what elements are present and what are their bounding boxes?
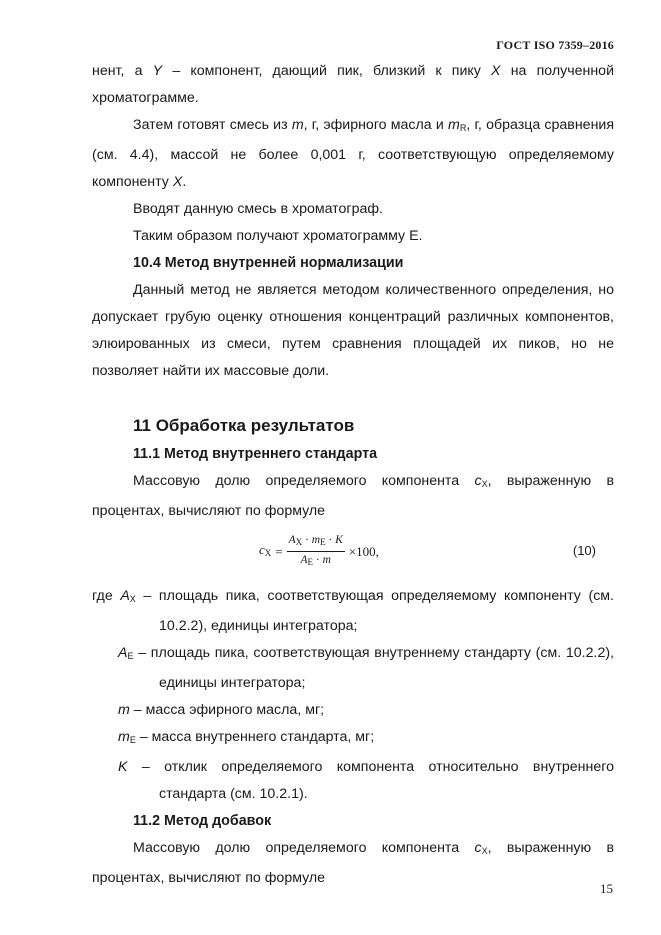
paragraph-continuation: нент, а Y – компонент, дающий пик, близкий к пику X на полученной хроматограмме.: [92, 63, 614, 106]
page-body: [92, 58, 614, 892]
definition-ae: $A_E$ – площадь пика, соответствующая внутреннему стандарту (см. 10.2.2), единицы интегратора;: [118, 645, 614, 691]
formula-fraction: [287, 533, 345, 570]
paragraph-addition-method: Массовую долю определяемого компонента $c_X$, выраженную в процентах, вычисляют по формуле: [92, 840, 614, 886]
definition-me: $m_E$ – масса внутреннего стандарта, мг;: [118, 729, 375, 745]
paragraph-chromatogram: Таким образом получают хроматограмму E.: [133, 228, 423, 244]
section-heading-11-1: 11.1 Метод внутреннего стандарта: [133, 446, 378, 462]
paragraph-mass-fraction: Массовую долю определяемого компонента $c_X$, выраженную в процентах, вычисляют по формуле: [92, 473, 614, 519]
formula-number: (10): [572, 543, 596, 558]
formula-numerator: $A_X \cdot m_E \cdot K$: [287, 533, 345, 552]
paragraph-normalization: Данный метод не является методом количественного определения, но допускает грубую оценку отношения концентраций различных компонентов, элюированных из смеси, путем сравнения площадей их пиков, но не позволяет найти их массовые доли.: [92, 282, 614, 379]
paragraph-mixture: Затем готовят смесь из m, г, эфирного масла и $m_R$, г, образца сравнения (см. 4.4), массой не более 0,001 г, соответствующую определяемому компоненту X.: [92, 117, 615, 190]
formula-denominator: $A_E \cdot m$: [300, 554, 331, 567]
formula-expression: $c_X$ = $\frac{A_X \cdot m_E \cdot K}{A_E \cdot m}$ ×100,: [259, 533, 379, 570]
running-header: ГОСТ ISO 7359–2016: [496, 38, 614, 52]
formula-10: [92, 527, 614, 583]
page-number: 15: [600, 881, 613, 896]
definition-k: K – отклик определяемого компонента относительно внутреннего стандарта (см. 10.2.1).: [118, 759, 614, 802]
section-heading-11: 11 Обработка результатов: [133, 416, 355, 435]
paragraph-inject: Вводят данную смесь в хроматограф.: [133, 201, 383, 217]
definition-ax: где $A_X$ – площадь пика, соответствующая определяемому компоненту (см. 10.2.2), единицы интегратора;: [92, 588, 614, 634]
definition-m: m – масса эфирного масла, мг;: [118, 702, 325, 718]
section-heading-10-4: 10.4 Метод внутренней нормализации: [133, 255, 404, 271]
section-heading-11-2: 11.2 Метод добавок: [133, 813, 272, 829]
